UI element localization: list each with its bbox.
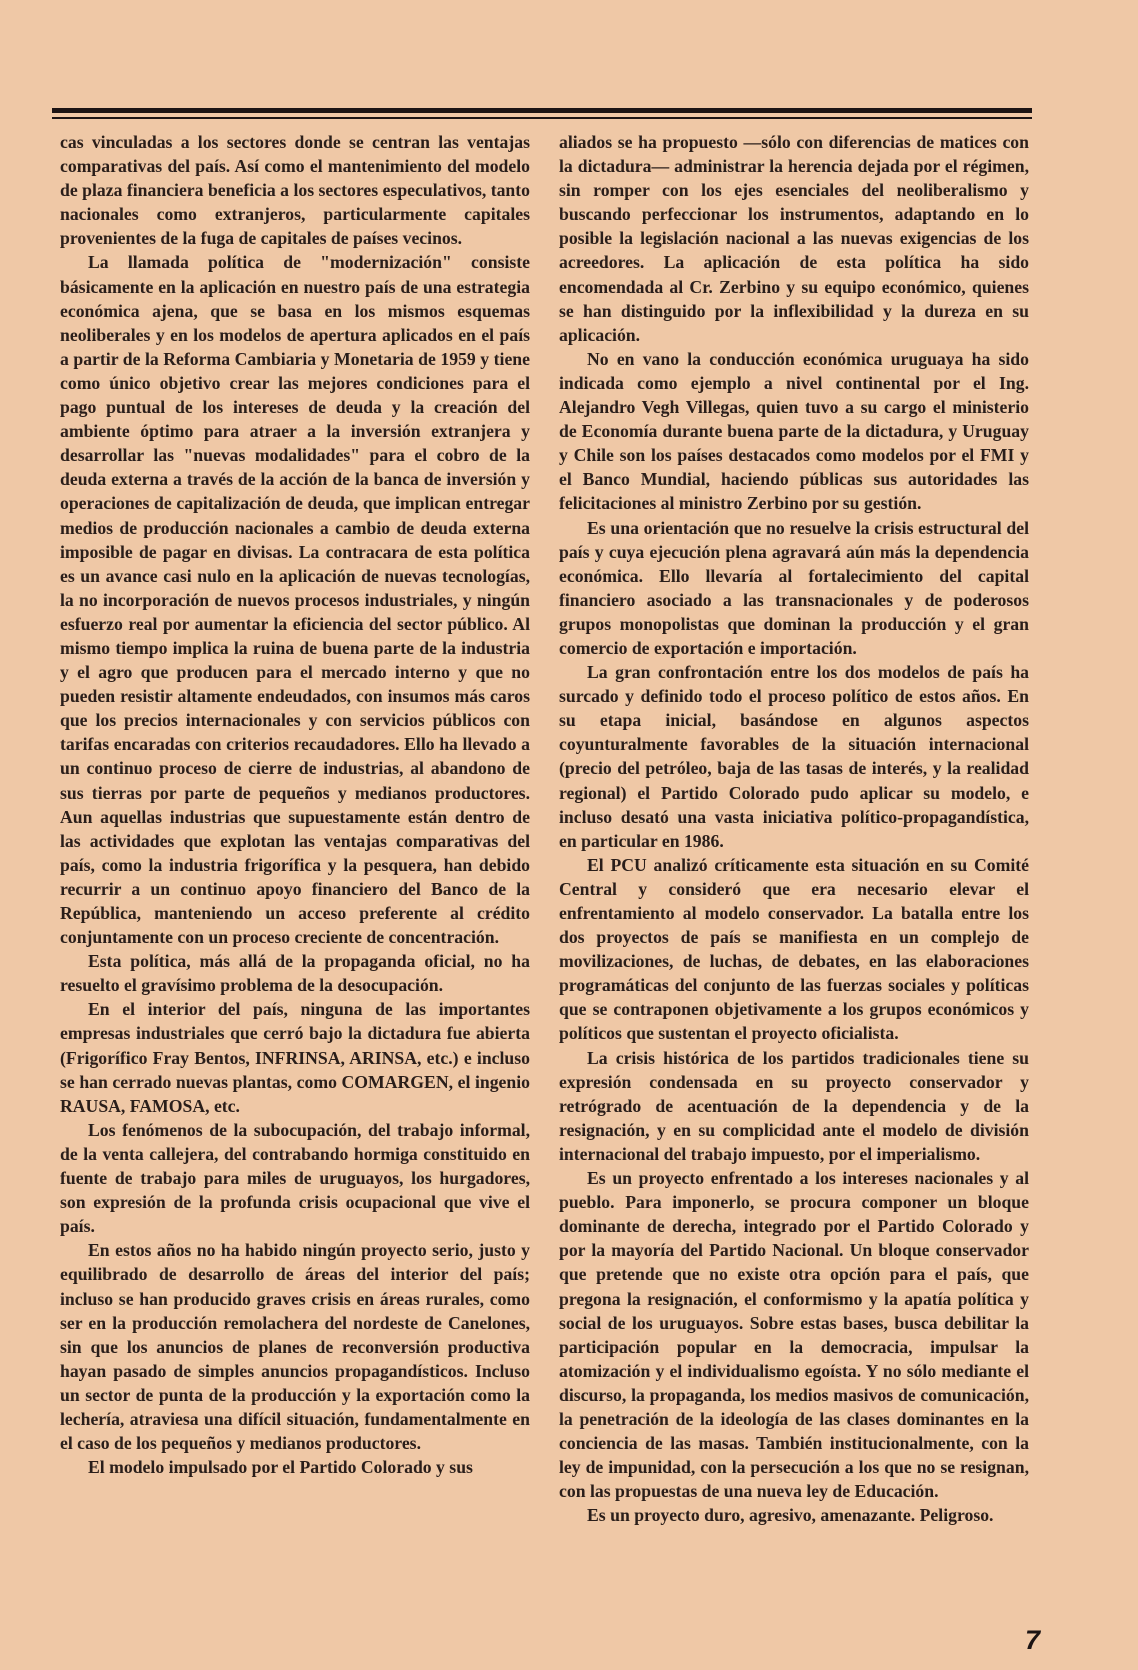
paragraph: Es un proyecto duro, agresivo, amenazante. Peligroso.: [587, 1505, 994, 1526]
paragraph: cas vinculadas a los sectores donde se centran las ventajas comparativas del país. Así como el mantenimiento del modelo de plaza financiera beneficia a los sectores especulativos, tanto nacionales como extranjeros, particularmente capitales provenientes de la fuga de capitales de países vecinos.: [60, 132, 530, 249]
left-column: [60, 130, 530, 1479]
paragraph: La gran confrontación entre los dos modelos de país ha surcado y definido todo el proceso político de estos años. En su etapa inicial, basándose en algunos aspectos coyunturalmente favorables de la situación internacional (precio del petróleo, baja de las tasas de interés, y la realidad regional) el Partido Colorado pudo aplicar su modelo, e incluso desató una vasta iniciativa político-propagandística, en particular en 1986.: [559, 662, 1029, 851]
paragraph: La llamada política de "modernización" consiste básicamente en la aplicación en nuestro país de una estrategia económica ajena, que se basa en los mismos esquemas neoliberales y en los modelos de apertura aplicados en el país a partir de la Reforma Cambiaria y Monetaria de 1959 y tiene como único objetivo crear las mejores condiciones para el pago puntual de los intereses de deuda y la creación del ambiente óptimo para atraer a la inversión extranjera y desarrollar las "nuevas modalidades" para el cobro de la deuda externa a través de la acción de la banca de inversión y operaciones de capitalización de deuda, que implican entregar medios de producción nacionales a cambio de deuda externa imposible de pagar en divisas. La contracara de esta política es un avance casi nulo en la aplicación de nuevas tecnologías, la no incorporación de nuevos procesos industriales, y ningún esfuerzo real por aumentar la eficiencia del sector público. Al mismo tiempo implica la ruina de buena parte de la industria y el agro que producen para el mercado interno y que no pueden resistir altamente endeudados, con insumos más caros que los precios internacionales y con servicios públicos con tarifas encaradas con criterios recaudadores. Ello ha llevado a un continuo proceso de cierre de industrias, al abandono de sus tierras por parte de pequeños y medianos productores. Aun aquellas industrias que supuestamente están dentro de las actividades que explotan las ventajas comparativas del país, como la industria frigorífica y la pesquera, han debido recurrir a un continuo apoyo financiero del Banco de la República, manteniendo un acceso preferente al crédito conjuntamente con un proceso creciente de concentración.: [60, 252, 530, 948]
paragraph: Es una orientación que no resuelve la crisis estructural del país y cuya ejecución plena agravará aún más la dependencia económica. Ello llevaría al fortalecimiento del capital financiero asociado a las transnacionales y de poderosos grupos monopolistas que dominan la producción y el gran comercio de exportación e importación.: [559, 517, 1029, 658]
paragraph: La crisis histórica de los partidos tradicionales tiene su expresión condensada en su proyecto conservador y retrógrado de acentuación de la dependencia y de la resignación, y en su complicidad ante el modelo de división internacional del trabajo impuesto, por el imperialismo.: [559, 1047, 1029, 1164]
paragraph: Es un proyecto enfrentado a los intereses nacionales y al pueblo. Para imponerlo, se procura componer un bloque dominante de derecha, integrado por el Partido Colorado y por la mayoría del Partido Nacional. Un bloque conservador que pretende que no existe otra opción para el país, que pregona la resignación, el conformismo y la apatía política y social de los uruguayos. Sobre estas bases, busca debilitar la participación popular en la democracia, impulsar la atomización y el individualismo egoísta. Y no sólo mediante el discurso, la propaganda, los medios masivos de comunicación, la penetración de la ideología de las clases dominantes en la conciencia de las masas. También institucionalmente, con la ley de impunidad, con la persecución a los que no se resignan, con las propuestas de una nueva ley de Educación.: [559, 1168, 1029, 1502]
paragraph: En estos años no ha habido ningún proyecto serio, justo y equilibrado de desarrollo de áreas del interior del país; incluso se han producido graves crisis en áreas rurales, como ser en la producción remolachera del nordeste de Canelones, sin que los anuncios de planes de reconversión productiva hayan pasado de simples anuncios propagandísticos. Incluso un sector de punta de la producción y la exportación como la lechería, atraviesa una difícil situación, fundamentalmente en el caso de los pequeños y medianos productores.: [60, 1240, 530, 1454]
paragraph: El PCU analizó críticamente esta situación en su Comité Central y consideró que era necesario elevar el enfrentamiento al modelo conservador. La batalla entre los dos proyectos de país se manifiesta en un complejo de movilizaciones, de luchas, de debates, en las elaboraciones programáticas del conjunto de las fuerzas sociales y políticas que se contraponen objetivamente a los grupos económicos y políticos que sustentan el proyecto oficialista.: [559, 854, 1029, 1044]
right-column: [559, 130, 1029, 1527]
page-number: 7: [1024, 1625, 1040, 1655]
paragraph: No en vano la conducción económica uruguaya ha sido indicada como ejemplo a nivel continental por el Ing. Alejandro Vegh Villegas, quien tuvo a su cargo el ministerio de Economía durante buena parte de la dictadura, y Uruguay y Chile son los países destacados como modelos por el FMI y el Banco Mundial, haciendo públicas sus autoridades las felicitaciones al ministro Zerbino por su gestión.: [559, 348, 1029, 514]
paragraph: aliados se ha propuesto —sólo con diferencias de matices con la dictadura— administrar la herencia dejada por el régimen, sin romper con los ejes esenciales del neoliberalismo y buscando perfeccionar los instrumentos, adaptando en lo posible la legislación nacional a las nuevas exigencias de los acreedores. La aplicación de esta política ha sido encomendada al Cr. Zerbino y su equipo económico, quienes se han distinguido por la inflexibilidad y la dureza en su aplicación.: [559, 132, 1029, 345]
paragraph: Esta política, más allá de la propaganda oficial, no ha resuelto el gravísimo problema de la desocupación.: [60, 951, 530, 996]
paragraph: En el interior del país, ninguna de las importantes empresas industriales que cerró bajo la dictadura fue abierta (Frigorífico Fray Bentos, INFRINSA, ARINSA, etc.) e incluso se han cerrado nuevas plantas, como COMARGEN, el ingenio RAUSA, FAMOSA, etc.: [60, 999, 530, 1116]
header-rule-thin: [52, 117, 1032, 119]
paragraph: Los fenómenos de la subocupación, del trabajo informal, de la venta callejera, del contrabando hormiga constituido en fuente de trabajo para miles de uruguayos, los hurgadores, son expresión de la profunda crisis ocupacional que vive el país.: [60, 1119, 530, 1237]
paragraph: El modelo impulsado por el Partido Colorado y sus: [88, 1457, 473, 1478]
header-rule-thick: [52, 108, 1032, 113]
